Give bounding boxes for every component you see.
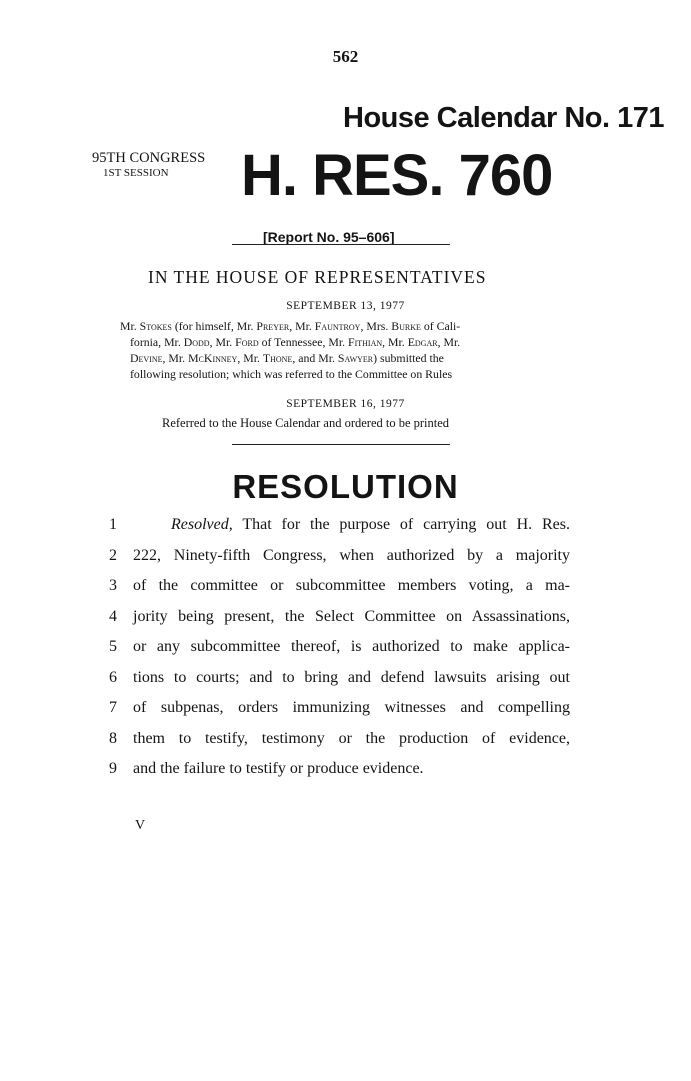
- member-name: Edgar: [407, 335, 438, 349]
- resolution-line: [0, 636, 691, 660]
- resolution-line: [0, 758, 691, 782]
- resolved-lead: Resolved,: [171, 516, 233, 533]
- line-number: 8: [109, 729, 117, 747]
- member-name: Burke: [391, 319, 421, 333]
- date-referred: SEPTEMBER 16, 1977: [286, 398, 405, 410]
- line-text: jority being present, the Select Committee on Assassinations,: [133, 607, 570, 625]
- member-name: Stokes: [139, 319, 172, 333]
- resolution-line: [0, 606, 691, 630]
- member-name: Dodd: [183, 335, 210, 349]
- sponsor-line: Devine, Mr. McKinney, Mr. Thone, and Mr. Sawyer) submitted the: [130, 351, 444, 365]
- line-number: 4: [109, 607, 117, 625]
- footer-mark: V: [135, 818, 146, 833]
- house-calendar-number: House Calendar No. 171: [343, 102, 664, 134]
- line-number: 1: [109, 516, 117, 533]
- session-label: 1ST SESSION: [103, 167, 169, 179]
- resolution-line: [0, 545, 691, 569]
- sponsor-line: Mr. Stokes (for himself, Mr. Preyer, Mr. Fauntroy, Mrs. Burke of Cali-: [120, 319, 461, 333]
- member-name: Thone: [262, 351, 293, 365]
- member-name: Fithian: [348, 335, 383, 349]
- member-name: McKinney: [188, 351, 238, 365]
- resolution-line: [0, 575, 691, 599]
- line-text: and the failure to testify or produce evidence.: [133, 760, 424, 777]
- line-text: them to testify, testimony or the production of evidence,: [133, 729, 570, 747]
- sponsor-statement: [120, 318, 590, 382]
- line-text: or any subcommittee thereof, is authorized to make applica-: [133, 638, 570, 655]
- member-name: Preyer: [256, 319, 290, 333]
- member-name: Fauntroy: [314, 319, 361, 333]
- line-number: 7: [109, 699, 117, 716]
- resolution-line: [0, 667, 691, 691]
- sponsor-line: following resolution; which was referred to the Committee on Rules: [130, 367, 453, 381]
- line-text: 222, Ninety-fifth Congress, when authorized by a majority: [133, 546, 570, 564]
- resolution-line: [0, 728, 691, 752]
- divider-rule: [232, 444, 450, 445]
- bill-number: H. RES. 760: [241, 143, 553, 208]
- sponsor-line: fornia, Mr. Dodd, Mr. Ford of Tennessee, Mr. Fithian, Mr. Edgar, Mr.: [130, 335, 461, 349]
- line-text: Resolved, That for the purpose of carrying out H. Res.: [171, 516, 570, 533]
- divider-rule: [232, 244, 450, 245]
- line-text: of subpenas, orders immunizing witnesses and compelling: [133, 699, 570, 716]
- line-number: 3: [109, 577, 117, 594]
- chamber-heading: IN THE HOUSE OF REPRESENTATIVES: [148, 267, 487, 287]
- report-number: [Report No. 95–606]: [263, 229, 395, 245]
- line-number: 5: [109, 638, 117, 655]
- page-number: 562: [332, 47, 359, 66]
- line-text: tions to courts; and to bring and defend lawsuits arising out: [133, 668, 570, 686]
- member-name: Sawyer: [337, 351, 374, 365]
- line-number: 2: [109, 546, 117, 564]
- line-text: of the committee or subcommittee members voting, a ma-: [133, 577, 570, 594]
- date-introduced: SEPTEMBER 13, 1977: [286, 300, 405, 312]
- resolution-line: [0, 514, 691, 538]
- referral-statement: Referred to the House Calendar and ordered to be printed: [162, 416, 450, 430]
- member-name: Ford: [235, 335, 259, 349]
- congress-label: 95TH CONGRESS: [92, 150, 206, 166]
- resolution-heading: RESOLUTION: [232, 468, 459, 505]
- line-number: 9: [109, 760, 117, 777]
- resolution-line: [0, 697, 691, 721]
- member-name: Devine: [130, 351, 163, 365]
- line-number: 6: [109, 668, 117, 686]
